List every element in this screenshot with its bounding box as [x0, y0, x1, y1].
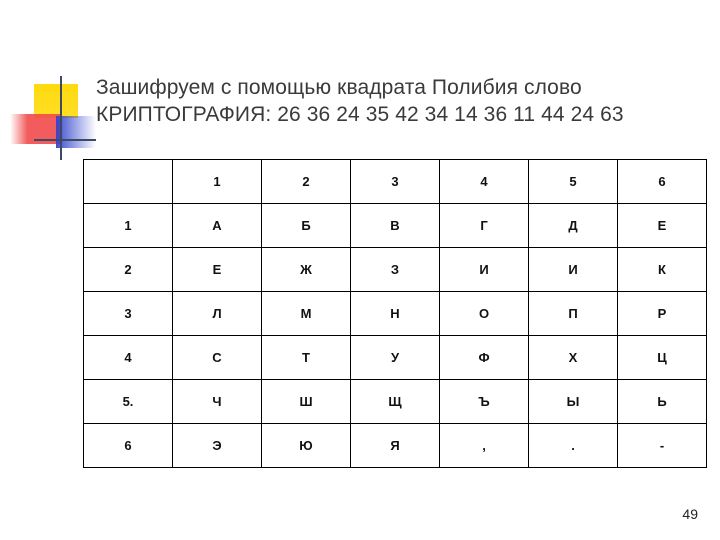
table-header-row: [84, 160, 707, 204]
row-header: 6: [84, 424, 173, 468]
row-header: 2: [84, 248, 173, 292]
table-cell: В: [351, 204, 440, 248]
table-cell: И: [440, 248, 529, 292]
column-header: 5: [529, 160, 618, 204]
column-header: 4: [440, 160, 529, 204]
table-cell: П: [529, 292, 618, 336]
table-cell: Л: [173, 292, 262, 336]
table-cell: -: [618, 424, 707, 468]
table-cell: Ц: [618, 336, 707, 380]
table-row: [84, 292, 707, 336]
page-number: 49: [682, 506, 698, 522]
table-cell: Я: [351, 424, 440, 468]
polybius-square-table: [83, 159, 707, 468]
title-line-2: КРИПТОГРАФИЯ: 26 36 24 35 42 34 14 36 11 44 24 63: [96, 103, 624, 126]
table-cell: А: [173, 204, 262, 248]
row-header: 4: [84, 336, 173, 380]
table-row: [84, 248, 707, 292]
table-cell: Б: [262, 204, 351, 248]
table-cell: Х: [529, 336, 618, 380]
table-cell: З: [351, 248, 440, 292]
table-cell: Н: [351, 292, 440, 336]
table-cell: Р: [618, 292, 707, 336]
table-cell: Ш: [262, 380, 351, 424]
table-row: [84, 204, 707, 248]
table-cell: Ы: [529, 380, 618, 424]
slide-decoration: [0, 0, 100, 170]
table-cell: .: [529, 424, 618, 468]
title-line-1: Зашифруем с помощью квадрата Полибия слово: [96, 76, 582, 99]
column-header: 1: [173, 160, 262, 204]
table-cell: Ф: [440, 336, 529, 380]
table-cell: И: [529, 248, 618, 292]
table-cell: Э: [173, 424, 262, 468]
table-cell: ,: [440, 424, 529, 468]
table-cell: Е: [173, 248, 262, 292]
slide-title: [96, 74, 706, 128]
table-cell: У: [351, 336, 440, 380]
table-cell: Ч: [173, 380, 262, 424]
table-cell: Ь: [618, 380, 707, 424]
table-cell: К: [618, 248, 707, 292]
table-row: [84, 336, 707, 380]
column-header: 3: [351, 160, 440, 204]
column-header: 2: [262, 160, 351, 204]
row-header: 5.: [84, 380, 173, 424]
table-cell: Т: [262, 336, 351, 380]
table-cell: М: [262, 292, 351, 336]
row-header: 3: [84, 292, 173, 336]
table-row: [84, 380, 707, 424]
row-header: 1: [84, 204, 173, 248]
table-cell: Ю: [262, 424, 351, 468]
table-cell: Ъ: [440, 380, 529, 424]
table-cell: О: [440, 292, 529, 336]
table-cell: Щ: [351, 380, 440, 424]
table-row: [84, 424, 707, 468]
table-cell: С: [173, 336, 262, 380]
table-corner-cell: [84, 160, 173, 204]
table-cell: Г: [440, 204, 529, 248]
table-cell: Е: [618, 204, 707, 248]
table-cell: Ж: [262, 248, 351, 292]
table-cell: Д: [529, 204, 618, 248]
column-header: 6: [618, 160, 707, 204]
